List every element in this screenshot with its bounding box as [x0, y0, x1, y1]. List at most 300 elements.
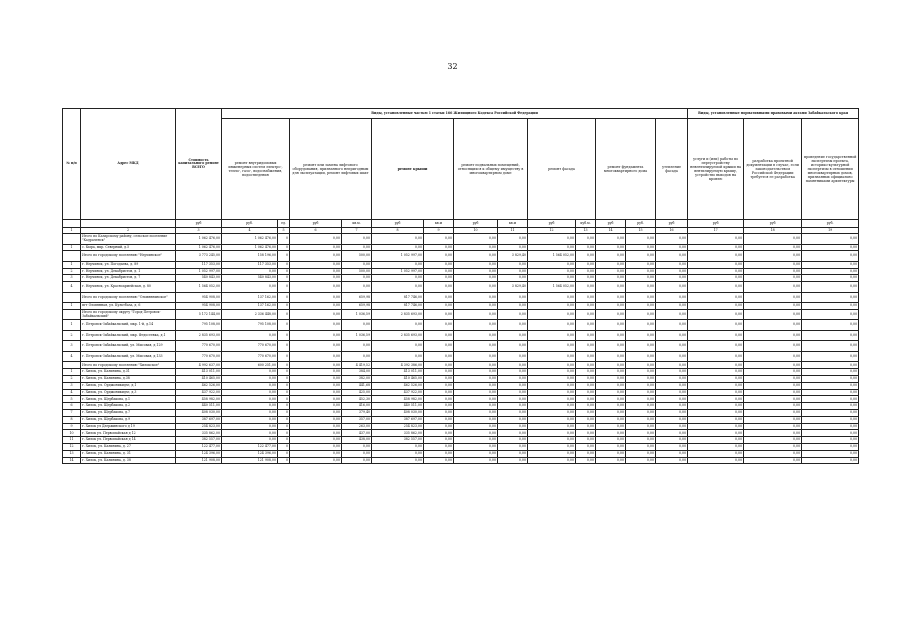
column-number-cell: 10: [454, 228, 498, 234]
value-cell: 0: [278, 351, 290, 362]
value-cell: 0,00: [454, 341, 498, 352]
value-cell: 0,00: [290, 430, 342, 437]
value-cell: 158 196,00: [222, 251, 278, 262]
value-cell: 0,00: [498, 403, 528, 410]
value-cell: 0,00: [626, 450, 656, 457]
value-cell: 0,00: [688, 376, 744, 383]
table-row-total: [63, 234, 859, 245]
value-cell: 0,00: [688, 403, 744, 410]
row-number: 7: [63, 410, 81, 417]
table-row: [63, 369, 859, 376]
row-address: с. Кыра, мкр. Северный, д.5: [81, 244, 176, 251]
value-cell: 600 251,00: [222, 362, 278, 369]
value-cell: 0,00: [576, 369, 596, 376]
value-cell: 0,00: [372, 341, 424, 352]
unit-cell: руб: [290, 220, 342, 228]
table-row: [63, 382, 859, 389]
value-cell: 954 908,00: [176, 303, 222, 310]
column-number-cell: 17: [688, 228, 744, 234]
value-cell: 0,00: [744, 268, 802, 275]
value-cell: 0,00: [342, 341, 372, 352]
row-address: г. Нерчинск, ул. Погодаева, д. 89: [81, 261, 176, 268]
value-cell: 0,00: [498, 423, 528, 430]
value-cell: 0,00: [222, 396, 278, 403]
value-cell: 0,00: [596, 251, 626, 262]
value-cell: 0,00: [626, 389, 656, 396]
value-cell: 770 670,00: [176, 351, 222, 362]
value-cell: 0,00: [498, 369, 528, 376]
value-cell: 0,00: [498, 389, 528, 396]
value-cell: 410 465,00: [372, 376, 424, 383]
table-row: [63, 444, 859, 451]
value-cell: 0,00: [454, 362, 498, 369]
value-cell: 0,00: [744, 261, 802, 268]
value-cell: 0,00: [688, 450, 744, 457]
value-cell: 0,00: [744, 410, 802, 417]
value-cell: 0,00: [596, 410, 626, 417]
value-cell: 0,00: [802, 234, 859, 245]
unit-cell: руб: [372, 220, 424, 228]
value-cell: 0: [278, 268, 290, 275]
value-cell: 0,00: [596, 282, 626, 293]
group-header-federal: Виды, установленные частью 1 статьи 166 Жилищного Кодекса Российской Федерации: [222, 109, 688, 119]
value-cell: 0,00: [802, 430, 859, 437]
value-cell: 121 908,00: [222, 457, 278, 464]
value-cell: 0,00: [626, 410, 656, 417]
value-cell: 500,00: [342, 268, 372, 275]
value-cell: 0,00: [424, 396, 454, 403]
table-row: [63, 389, 859, 396]
value-cell: 0,00: [528, 423, 576, 430]
value-cell: 0,00: [802, 369, 859, 376]
value-cell: 1 564 052,00: [176, 282, 222, 293]
table-row: [63, 376, 859, 383]
value-cell: 0,00: [596, 351, 626, 362]
value-cell: 0,00: [424, 369, 454, 376]
value-cell: 0,00: [596, 275, 626, 282]
value-cell: 0,00: [290, 362, 342, 369]
value-cell: 0,00: [688, 261, 744, 268]
value-cell: 0,00: [342, 444, 372, 451]
value-cell: 0,00: [656, 330, 688, 341]
value-cell: 0,00: [802, 376, 859, 383]
value-cell: 0,00: [342, 320, 372, 331]
value-cell: 0,00: [744, 416, 802, 423]
value-cell: 0: [278, 416, 290, 423]
value-cell: 0,00: [626, 416, 656, 423]
value-cell: 0,00: [596, 292, 626, 303]
table-row: [63, 320, 859, 331]
value-cell: 0,00: [802, 251, 859, 262]
table-row: [63, 410, 859, 417]
sub-header-9: разработка проектной документации в случае, если законодательством Российской Федерации требуется ее разработка: [744, 119, 802, 220]
value-cell: 0,00: [576, 251, 596, 262]
value-cell: 0,00: [290, 234, 342, 245]
row-number: 14: [63, 457, 81, 464]
column-number-cell: 6: [290, 228, 342, 234]
value-cell: 0,00: [342, 450, 372, 457]
value-cell: 0,00: [688, 275, 744, 282]
value-cell: 437 922,00: [372, 389, 424, 396]
value-cell: 0,00: [626, 275, 656, 282]
value-cell: 0,00: [744, 437, 802, 444]
table-row: [63, 423, 859, 430]
value-cell: 0,00: [596, 234, 626, 245]
value-cell: 817 746,00: [372, 292, 424, 303]
value-cell: 0,00: [596, 376, 626, 383]
value-cell: 0,00: [596, 362, 626, 369]
value-cell: 0,00: [596, 396, 626, 403]
value-cell: 0,00: [290, 450, 342, 457]
value-cell: 0,00: [424, 389, 454, 396]
value-cell: 0,00: [626, 244, 656, 251]
value-cell: 0,00: [744, 444, 802, 451]
value-cell: 0,00: [290, 244, 342, 251]
value-cell: 0,00: [528, 389, 576, 396]
value-cell: 0,00: [290, 341, 342, 352]
value-cell: 0,00: [802, 244, 859, 251]
value-cell: 0,00: [498, 382, 528, 389]
value-cell: 0,00: [372, 320, 424, 331]
value-cell: 0,00: [290, 369, 342, 376]
value-cell: 0,00: [656, 244, 688, 251]
value-cell: 0,00: [626, 362, 656, 369]
value-cell: 0,00: [626, 423, 656, 430]
row-number: 6: [63, 403, 81, 410]
value-cell: 0,00: [454, 275, 498, 282]
row-address: г. Нерчинск, ул. Декабристов, д. 7: [81, 275, 176, 282]
value-cell: 2 835 693,00: [176, 330, 222, 341]
value-cell: 0,00: [528, 450, 576, 457]
value-cell: 0,00: [222, 382, 278, 389]
value-cell: 0,00: [576, 410, 596, 417]
value-cell: 0,00: [290, 396, 342, 403]
value-cell: 0,00: [576, 351, 596, 362]
value-cell: 335 862,00: [372, 430, 424, 437]
row-number: 5: [63, 396, 81, 403]
value-cell: 0,00: [498, 309, 528, 320]
value-cell: 0: [278, 457, 290, 464]
value-cell: 0,00: [802, 261, 859, 268]
value-cell: 0,00: [656, 416, 688, 423]
value-cell: 0,00: [596, 450, 626, 457]
value-cell: 0,00: [576, 376, 596, 383]
value-cell: 0,00: [576, 320, 596, 331]
value-cell: 0,00: [744, 423, 802, 430]
value-cell: 0,00: [498, 437, 528, 444]
value-cell: 0,00: [656, 251, 688, 262]
value-cell: 0,00: [744, 430, 802, 437]
value-cell: 137 162,00: [222, 292, 278, 303]
value-cell: 954 908,00: [176, 292, 222, 303]
table-row: [63, 282, 859, 293]
unit-cell: руб: [688, 220, 744, 228]
group-header-regional: Виды, установленные нормативными правовыми актами Забайкальского края: [688, 109, 859, 119]
value-cell: 0,00: [454, 382, 498, 389]
value-cell: 0,00: [342, 234, 372, 245]
value-cell: 0,00: [688, 369, 744, 376]
value-cell: 0: [278, 292, 290, 303]
value-cell: 0,00: [290, 303, 342, 310]
unit-cell: кв.м.: [342, 220, 372, 228]
page-number: 32: [447, 62, 458, 71]
value-cell: 0,00: [290, 416, 342, 423]
value-cell: 0,00: [454, 430, 498, 437]
capital-repair-table: [62, 108, 859, 464]
value-cell: 0,00: [656, 341, 688, 352]
column-number-cell: 12: [528, 228, 576, 234]
value-cell: 0,00: [290, 389, 342, 396]
value-cell: 0,00: [290, 292, 342, 303]
value-cell: 0,00: [802, 282, 859, 293]
value-cell: 379,40: [342, 410, 372, 417]
row-number: 3: [63, 341, 81, 352]
value-cell: 0,00: [454, 403, 498, 410]
row-number: 2: [63, 268, 81, 275]
value-cell: 440 511,00: [372, 403, 424, 410]
table-row: [63, 268, 859, 275]
value-cell: 0,00: [222, 416, 278, 423]
value-cell: 0,00: [498, 292, 528, 303]
value-cell: 0,00: [498, 376, 528, 383]
value-cell: 382,00: [342, 376, 372, 383]
value-cell: 0,00: [424, 341, 454, 352]
value-cell: 3 773 245,00: [176, 251, 222, 262]
sub-header-10: проведение государственной экспертизы проекта, историко-культурной экспертизы в отношении многоквартирных домов, признанных официально памятниками архитектуры: [802, 119, 859, 220]
value-cell: 0,00: [222, 268, 278, 275]
value-cell: 124 396,00: [176, 450, 222, 457]
value-cell: 357,00: [342, 416, 372, 423]
sub-header-5: ремонт фасада: [528, 119, 596, 220]
value-cell: 0,00: [290, 275, 342, 282]
value-cell: 425,00: [342, 389, 372, 396]
row-number: [63, 292, 81, 303]
value-cell: 416,00: [342, 403, 372, 410]
table-row: [63, 450, 859, 457]
value-cell: 0,00: [342, 275, 372, 282]
value-cell: 0,00: [454, 376, 498, 383]
value-cell: 0,00: [596, 261, 626, 268]
row-number: [63, 362, 81, 369]
value-cell: 0,00: [802, 351, 859, 362]
value-cell: 387 697,00: [372, 416, 424, 423]
value-cell: 0,00: [744, 251, 802, 262]
table-row-total: [63, 362, 859, 369]
value-cell: 0,00: [498, 303, 528, 310]
value-cell: 0,00: [744, 275, 802, 282]
value-cell: 0,00: [576, 437, 596, 444]
unit-cell: руб: [454, 220, 498, 228]
value-cell: 0,00: [626, 382, 656, 389]
table-row: [63, 341, 859, 352]
sub-header-3: ремонт крыши: [372, 119, 454, 220]
value-cell: 458 982,00: [372, 396, 424, 403]
value-cell: 500,00: [342, 251, 372, 262]
value-cell: 438,00: [342, 437, 372, 444]
value-cell: 0,00: [744, 450, 802, 457]
row-address: г. Хилок, ул. Калинина, д. 38: [81, 457, 176, 464]
value-cell: 0,00: [656, 369, 688, 376]
value-cell: 0,00: [596, 303, 626, 310]
value-cell: 0,00: [688, 268, 744, 275]
row-number: [63, 309, 81, 320]
value-cell: 0,00: [744, 396, 802, 403]
value-cell: 0,00: [424, 416, 454, 423]
value-cell: 0,00: [290, 437, 342, 444]
row-address: г. Петровск-Забайкальский, мкр. 1-й, д.14: [81, 320, 176, 331]
value-cell: 0,00: [626, 282, 656, 293]
value-cell: 0,00: [498, 362, 528, 369]
row-number: 1: [63, 244, 81, 251]
value-cell: 0: [278, 282, 290, 293]
column-number-cell: 15: [626, 228, 656, 234]
row-address: г. Петровск-Забайкальский, мкр. Федосеевка, д.1: [81, 330, 176, 341]
value-cell: 0,00: [626, 457, 656, 464]
value-cell: 0,00: [498, 244, 528, 251]
value-cell: 0,00: [222, 437, 278, 444]
value-cell: 0,00: [576, 423, 596, 430]
value-cell: 0,00: [424, 303, 454, 310]
value-cell: 1 062 476,00: [176, 244, 222, 251]
row-address: Итого по городскому поселению "Нерчинское": [81, 251, 176, 262]
sub-header-6: ремонт фундамента многоквартирного дома: [596, 119, 656, 220]
value-cell: 0,00: [372, 282, 424, 293]
value-cell: 0,00: [802, 437, 859, 444]
value-cell: 0,00: [802, 320, 859, 331]
value-cell: 413 011,00: [372, 369, 424, 376]
value-cell: 3 829,40: [498, 282, 528, 293]
value-cell: 1 052 997,00: [372, 251, 424, 262]
value-cell: 254 823,00: [176, 423, 222, 430]
value-cell: 0,00: [342, 261, 372, 268]
value-cell: 0,00: [290, 251, 342, 262]
value-cell: 440 511,00: [176, 403, 222, 410]
value-cell: 0,00: [528, 303, 576, 310]
value-cell: 817 746,00: [372, 303, 424, 310]
row-address: г. Хилок, ул. Орджоникидзе, д.1: [81, 382, 176, 389]
value-cell: 0,00: [454, 457, 498, 464]
value-cell: 382 557,00: [176, 437, 222, 444]
value-cell: 0: [278, 444, 290, 451]
value-cell: 0,00: [424, 423, 454, 430]
value-cell: 0,00: [688, 430, 744, 437]
value-cell: 0,00: [454, 351, 498, 362]
value-cell: 0,00: [372, 457, 424, 464]
row-address: Итого по городскому поселению "Хилокское": [81, 362, 176, 369]
value-cell: 540 843,00: [176, 275, 222, 282]
value-cell: 413 011,00: [176, 369, 222, 376]
value-cell: 0,00: [656, 423, 688, 430]
value-cell: 0,00: [656, 376, 688, 383]
table-row: [63, 403, 859, 410]
value-cell: 0,00: [576, 457, 596, 464]
value-cell: 0,00: [688, 362, 744, 369]
value-cell: 0,00: [528, 362, 576, 369]
value-cell: 0,00: [656, 351, 688, 362]
value-cell: 0,00: [626, 303, 656, 310]
value-cell: 0,00: [528, 320, 576, 331]
unit-cell: руб.: [802, 220, 859, 228]
value-cell: 0,00: [342, 244, 372, 251]
value-cell: 0,00: [596, 330, 626, 341]
value-cell: 0: [278, 423, 290, 430]
value-cell: 117 353,00: [176, 261, 222, 268]
table-row: [63, 457, 859, 464]
value-cell: 137 162,00: [222, 303, 278, 310]
value-cell: 0: [278, 362, 290, 369]
value-cell: 121 908,00: [176, 457, 222, 464]
value-cell: 0,00: [576, 244, 596, 251]
value-cell: 1 564 052,00: [528, 251, 576, 262]
row-number: 10: [63, 430, 81, 437]
row-address: г. Хилок ул. Первомайская д 14: [81, 437, 176, 444]
table-row: [63, 261, 859, 268]
value-cell: 0,00: [576, 261, 596, 268]
value-cell: 0,00: [744, 351, 802, 362]
row-address: г. Хилок, ул. Калинина, д.38: [81, 376, 176, 383]
value-cell: 0,00: [454, 396, 498, 403]
value-cell: 0,00: [290, 457, 342, 464]
col-header-num: № п/п: [63, 109, 81, 220]
value-cell: 0,00: [528, 309, 576, 320]
table-row: [63, 416, 859, 423]
value-cell: 0,00: [626, 330, 656, 341]
value-cell: 441,68: [342, 382, 372, 389]
row-address: г. Хилок, ул. Щербакова, д.9: [81, 416, 176, 423]
value-cell: 0,00: [744, 341, 802, 352]
value-cell: 0,00: [528, 341, 576, 352]
value-cell: 0: [278, 275, 290, 282]
value-cell: 0,00: [744, 403, 802, 410]
row-number: 1: [63, 369, 81, 376]
value-cell: 0,00: [744, 303, 802, 310]
value-cell: 0,00: [596, 341, 626, 352]
value-cell: 0,00: [576, 416, 596, 423]
row-address: г. Хилок, ул. Щербакова, д.1: [81, 396, 176, 403]
value-cell: 117 353,00: [222, 261, 278, 268]
table-row: [63, 303, 859, 310]
value-cell: 0,00: [688, 282, 744, 293]
value-cell: 0,00: [596, 416, 626, 423]
value-cell: 0,00: [596, 389, 626, 396]
value-cell: 0,00: [656, 389, 688, 396]
row-number: [63, 234, 81, 245]
value-cell: 0,00: [498, 450, 528, 457]
value-cell: 0,00: [744, 320, 802, 331]
value-cell: 0,00: [290, 351, 342, 362]
value-cell: 0,00: [802, 423, 859, 430]
value-cell: 0,00: [802, 444, 859, 451]
value-cell: 0,00: [498, 341, 528, 352]
value-cell: 0,00: [454, 389, 498, 396]
value-cell: 0,00: [688, 292, 744, 303]
value-cell: 0,00: [454, 320, 498, 331]
value-cell: 0,00: [802, 268, 859, 275]
value-cell: 0,00: [528, 351, 576, 362]
value-cell: 0,00: [222, 423, 278, 430]
value-cell: 0,00: [424, 430, 454, 437]
value-cell: 0,00: [576, 430, 596, 437]
value-cell: 0,00: [688, 437, 744, 444]
value-cell: 0,00: [424, 376, 454, 383]
value-cell: 0,00: [498, 396, 528, 403]
value-cell: 0,00: [688, 341, 744, 352]
value-cell: 0,00: [688, 244, 744, 251]
value-cell: 0,00: [528, 410, 576, 417]
value-cell: 0,00: [528, 369, 576, 376]
value-cell: 0,00: [576, 403, 596, 410]
value-cell: 0,00: [222, 282, 278, 293]
